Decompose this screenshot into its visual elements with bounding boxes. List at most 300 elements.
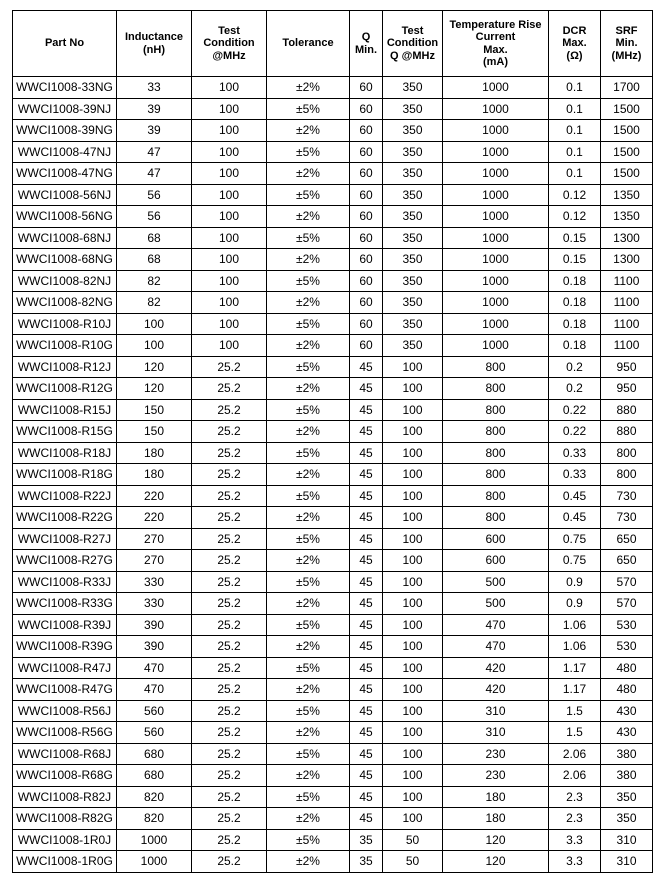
part-no-cell: WWCI1008-33NG: [13, 77, 117, 99]
test-freq-cell: 25.2: [192, 808, 267, 830]
q-min-cell: 35: [350, 829, 383, 851]
srf-cell: 950: [601, 356, 653, 378]
dcr-cell: 2.3: [549, 786, 601, 808]
q-test-freq-cell: 350: [383, 206, 443, 228]
current-cell: 800: [443, 378, 549, 400]
test-freq-cell: 100: [192, 292, 267, 314]
q-test-freq-cell: 100: [383, 464, 443, 486]
test-freq-cell: 100: [192, 184, 267, 206]
test-freq-cell: 25.2: [192, 485, 267, 507]
inductance-cell: 100: [117, 313, 192, 335]
q-test-freq-cell: 100: [383, 765, 443, 787]
header-test-condition-q: [383, 11, 443, 77]
table-row: [13, 571, 653, 593]
q-min-cell: 60: [350, 335, 383, 357]
srf-cell: 1100: [601, 292, 653, 314]
srf-cell: 350: [601, 808, 653, 830]
dcr-cell: 0.75: [549, 550, 601, 572]
test-freq-cell: 25.2: [192, 399, 267, 421]
part-no-cell: WWCI1008-R39J: [13, 614, 117, 636]
srf-cell: 730: [601, 485, 653, 507]
table-row: [13, 335, 653, 357]
test-freq-cell: 100: [192, 98, 267, 120]
test-freq-cell: 100: [192, 77, 267, 99]
inductance-cell: 820: [117, 808, 192, 830]
test-freq-cell: 25.2: [192, 356, 267, 378]
tolerance-cell: ±2%: [267, 722, 350, 744]
inductance-cell: 390: [117, 636, 192, 658]
q-min-cell: 45: [350, 700, 383, 722]
srf-cell: 570: [601, 571, 653, 593]
header-text: Max.: [562, 37, 587, 50]
inductance-cell: 270: [117, 550, 192, 572]
dcr-cell: 0.1: [549, 120, 601, 142]
q-test-freq-cell: 350: [383, 292, 443, 314]
current-cell: 800: [443, 421, 549, 443]
dcr-cell: 0.1: [549, 98, 601, 120]
q-min-cell: 45: [350, 786, 383, 808]
current-cell: 1000: [443, 227, 549, 249]
test-freq-cell: 100: [192, 270, 267, 292]
header-part-no: [13, 11, 117, 77]
table-row: [13, 765, 653, 787]
q-test-freq-cell: 100: [383, 700, 443, 722]
tolerance-cell: ±5%: [267, 829, 350, 851]
current-cell: 800: [443, 485, 549, 507]
part-no-cell: WWCI1008-1R0J: [13, 829, 117, 851]
part-no-cell: WWCI1008-R68J: [13, 743, 117, 765]
dcr-cell: 0.45: [549, 485, 601, 507]
tolerance-cell: ±5%: [267, 141, 350, 163]
dcr-cell: 2.06: [549, 765, 601, 787]
srf-cell: 1300: [601, 249, 653, 271]
inductance-cell: 270: [117, 528, 192, 550]
header-text: Test: [401, 24, 424, 37]
table-row: [13, 141, 653, 163]
header-q-min: [350, 11, 383, 77]
part-no-cell: WWCI1008-82NG: [13, 292, 117, 314]
header-text: Q: [361, 31, 371, 43]
dcr-cell: 2.3: [549, 808, 601, 830]
srf-cell: 570: [601, 593, 653, 615]
q-min-cell: 45: [350, 808, 383, 830]
q-test-freq-cell: 100: [383, 356, 443, 378]
current-cell: 180: [443, 786, 549, 808]
q-test-freq-cell: 350: [383, 120, 443, 142]
inductance-cell: 680: [117, 765, 192, 787]
test-freq-cell: 100: [192, 335, 267, 357]
q-min-cell: 45: [350, 593, 383, 615]
table-row: [13, 378, 653, 400]
dcr-cell: 0.45: [549, 507, 601, 529]
q-min-cell: 60: [350, 163, 383, 185]
dcr-cell: 1.17: [549, 679, 601, 701]
inductance-cell: 68: [117, 227, 192, 249]
table-row: [13, 399, 653, 421]
part-no-cell: WWCI1008-R22G: [13, 507, 117, 529]
header-inductance: [117, 11, 192, 77]
table-row: [13, 227, 653, 249]
table-row: [13, 550, 653, 572]
header-text: Min.: [615, 37, 638, 50]
table-row: [13, 464, 653, 486]
header-text: (Ω): [566, 49, 583, 62]
tolerance-cell: ±5%: [267, 98, 350, 120]
header-text: Condition: [203, 37, 255, 50]
table-row: [13, 743, 653, 765]
tolerance-cell: ±2%: [267, 163, 350, 185]
part-no-cell: WWCI1008-R47J: [13, 657, 117, 679]
q-test-freq-cell: 350: [383, 163, 443, 185]
srf-cell: 1100: [601, 313, 653, 335]
header-dcr-max: [549, 11, 601, 77]
q-min-cell: 60: [350, 98, 383, 120]
test-freq-cell: 25.2: [192, 700, 267, 722]
inductance-cell: 1000: [117, 829, 192, 851]
current-cell: 1000: [443, 206, 549, 228]
part-no-cell: WWCI1008-R39G: [13, 636, 117, 658]
q-test-freq-cell: 350: [383, 77, 443, 99]
q-min-cell: 60: [350, 249, 383, 271]
q-min-cell: 35: [350, 851, 383, 873]
current-cell: 800: [443, 442, 549, 464]
inductance-cell: 82: [117, 270, 192, 292]
q-min-cell: 45: [350, 421, 383, 443]
part-no-cell: WWCI1008-68NJ: [13, 227, 117, 249]
q-test-freq-cell: 100: [383, 743, 443, 765]
table-row: [13, 636, 653, 658]
current-cell: 800: [443, 399, 549, 421]
table-row: [13, 593, 653, 615]
tolerance-cell: ±5%: [267, 270, 350, 292]
part-no-cell: WWCI1008-R27G: [13, 550, 117, 572]
dcr-cell: 0.33: [549, 442, 601, 464]
tolerance-cell: ±2%: [267, 851, 350, 873]
header-tolerance: [267, 11, 350, 77]
table-row: [13, 829, 653, 851]
srf-cell: 480: [601, 679, 653, 701]
dcr-cell: 0.2: [549, 356, 601, 378]
q-min-cell: 60: [350, 77, 383, 99]
part-no-cell: WWCI1008-R82J: [13, 786, 117, 808]
inductance-cell: 1000: [117, 851, 192, 873]
q-min-cell: 45: [350, 657, 383, 679]
current-cell: 600: [443, 550, 549, 572]
part-no-cell: WWCI1008-56NG: [13, 206, 117, 228]
current-cell: 1000: [443, 98, 549, 120]
test-freq-cell: 25.2: [192, 743, 267, 765]
dcr-cell: 1.5: [549, 700, 601, 722]
srf-cell: 530: [601, 614, 653, 636]
dcr-cell: 0.9: [549, 593, 601, 615]
tolerance-cell: ±2%: [267, 765, 350, 787]
part-no-cell: WWCI1008-56NJ: [13, 184, 117, 206]
dcr-cell: 0.15: [549, 249, 601, 271]
dcr-cell: 1.06: [549, 614, 601, 636]
q-min-cell: 45: [350, 507, 383, 529]
inductance-cell: 47: [117, 163, 192, 185]
inductance-cell: 820: [117, 786, 192, 808]
current-cell: 310: [443, 722, 549, 744]
srf-cell: 1100: [601, 270, 653, 292]
tolerance-cell: ±2%: [267, 77, 350, 99]
tolerance-cell: ±2%: [267, 679, 350, 701]
current-cell: 600: [443, 528, 549, 550]
current-cell: 1000: [443, 77, 549, 99]
test-freq-cell: 25.2: [192, 765, 267, 787]
part-no-cell: WWCI1008-R18J: [13, 442, 117, 464]
dcr-cell: 3.3: [549, 829, 601, 851]
tolerance-cell: ±5%: [267, 485, 350, 507]
q-test-freq-cell: 100: [383, 485, 443, 507]
q-test-freq-cell: 50: [383, 829, 443, 851]
header-srf-min: [601, 11, 653, 77]
test-freq-cell: 25.2: [192, 421, 267, 443]
test-freq-cell: 100: [192, 227, 267, 249]
header-text: Temperature Rise: [449, 18, 542, 31]
q-min-cell: 45: [350, 679, 383, 701]
current-cell: 1000: [443, 292, 549, 314]
dcr-cell: 3.3: [549, 851, 601, 873]
q-min-cell: 45: [350, 528, 383, 550]
q-min-cell: 60: [350, 206, 383, 228]
q-min-cell: 45: [350, 399, 383, 421]
tolerance-cell: ±5%: [267, 571, 350, 593]
q-test-freq-cell: 100: [383, 442, 443, 464]
tolerance-cell: ±5%: [267, 700, 350, 722]
test-freq-cell: 100: [192, 120, 267, 142]
table-row: [13, 528, 653, 550]
part-no-cell: WWCI1008-47NJ: [13, 141, 117, 163]
srf-cell: 310: [601, 851, 653, 873]
test-freq-cell: 100: [192, 249, 267, 271]
table-row: [13, 722, 653, 744]
dcr-cell: 0.18: [549, 270, 601, 292]
header-text: Tolerance: [282, 37, 334, 50]
table-header-row: [13, 11, 653, 77]
inductance-cell: 150: [117, 421, 192, 443]
current-cell: 500: [443, 571, 549, 593]
dcr-cell: 1.06: [549, 636, 601, 658]
q-test-freq-cell: 100: [383, 378, 443, 400]
test-freq-cell: 25.2: [192, 786, 267, 808]
q-min-cell: 45: [350, 442, 383, 464]
q-min-cell: 60: [350, 313, 383, 335]
q-test-freq-cell: 100: [383, 550, 443, 572]
current-cell: 230: [443, 765, 549, 787]
inductance-cell: 33: [117, 77, 192, 99]
part-no-cell: WWCI1008-39NJ: [13, 98, 117, 120]
part-no-cell: WWCI1008-R10J: [13, 313, 117, 335]
tolerance-cell: ±5%: [267, 614, 350, 636]
q-min-cell: 60: [350, 184, 383, 206]
inductance-cell: 220: [117, 485, 192, 507]
srf-cell: 430: [601, 700, 653, 722]
current-cell: 420: [443, 679, 549, 701]
part-no-cell: WWCI1008-R27J: [13, 528, 117, 550]
header-text: Part No: [44, 37, 85, 50]
current-cell: 1000: [443, 270, 549, 292]
srf-cell: 1700: [601, 77, 653, 99]
part-no-cell: WWCI1008-R47G: [13, 679, 117, 701]
q-min-cell: 45: [350, 356, 383, 378]
test-freq-cell: 100: [192, 163, 267, 185]
inductance-cell: 56: [117, 184, 192, 206]
test-freq-cell: 25.2: [192, 636, 267, 658]
q-min-cell: 60: [350, 227, 383, 249]
inductance-cell: 560: [117, 700, 192, 722]
tolerance-cell: ±2%: [267, 378, 350, 400]
test-freq-cell: 25.2: [192, 679, 267, 701]
header-text: SRF: [615, 24, 638, 37]
srf-cell: 350: [601, 786, 653, 808]
dcr-cell: 0.15: [549, 227, 601, 249]
tolerance-cell: ±2%: [267, 335, 350, 357]
dcr-cell: 1.5: [549, 722, 601, 744]
dcr-cell: 0.18: [549, 313, 601, 335]
q-test-freq-cell: 100: [383, 722, 443, 744]
part-no-cell: WWCI1008-R56J: [13, 700, 117, 722]
srf-cell: 1300: [601, 227, 653, 249]
header-text: Min.: [355, 43, 377, 56]
q-min-cell: 60: [350, 270, 383, 292]
current-cell: 800: [443, 356, 549, 378]
q-min-cell: 45: [350, 485, 383, 507]
q-min-cell: 60: [350, 141, 383, 163]
srf-cell: 1350: [601, 206, 653, 228]
inductance-cell: 330: [117, 593, 192, 615]
q-min-cell: 45: [350, 464, 383, 486]
part-no-cell: WWCI1008-82NJ: [13, 270, 117, 292]
inductance-cell: 100: [117, 335, 192, 357]
q-test-freq-cell: 100: [383, 786, 443, 808]
q-min-cell: 45: [350, 614, 383, 636]
inductance-cell: 120: [117, 356, 192, 378]
header-text: (MHz): [611, 49, 642, 62]
q-min-cell: 45: [350, 743, 383, 765]
table-row: [13, 485, 653, 507]
header-text: Condition: [386, 37, 439, 50]
test-freq-cell: 25.2: [192, 571, 267, 593]
tolerance-cell: ±5%: [267, 399, 350, 421]
srf-cell: 650: [601, 550, 653, 572]
test-freq-cell: 25.2: [192, 550, 267, 572]
dcr-cell: 0.1: [549, 77, 601, 99]
q-test-freq-cell: 100: [383, 528, 443, 550]
srf-cell: 800: [601, 464, 653, 486]
q-min-cell: 45: [350, 550, 383, 572]
part-no-cell: WWCI1008-R12G: [13, 378, 117, 400]
inductance-cell: 470: [117, 679, 192, 701]
table-row: [13, 270, 653, 292]
current-cell: 310: [443, 700, 549, 722]
q-min-cell: 60: [350, 120, 383, 142]
table-row: [13, 184, 653, 206]
q-test-freq-cell: 350: [383, 227, 443, 249]
tolerance-cell: ±2%: [267, 636, 350, 658]
current-cell: 120: [443, 829, 549, 851]
table-row: [13, 313, 653, 335]
current-cell: 800: [443, 507, 549, 529]
table-row: [13, 614, 653, 636]
dcr-cell: 0.2: [549, 378, 601, 400]
test-freq-cell: 25.2: [192, 442, 267, 464]
srf-cell: 380: [601, 743, 653, 765]
q-test-freq-cell: 350: [383, 98, 443, 120]
spec-table-container: [12, 10, 653, 873]
part-no-cell: WWCI1008-R12J: [13, 356, 117, 378]
table-row: [13, 356, 653, 378]
inductance-cell: 120: [117, 378, 192, 400]
tolerance-cell: ±2%: [267, 550, 350, 572]
current-cell: 1000: [443, 141, 549, 163]
dcr-cell: 0.12: [549, 184, 601, 206]
srf-cell: 880: [601, 399, 653, 421]
table-row: [13, 507, 653, 529]
inductor-spec-table: [12, 10, 653, 873]
srf-cell: 880: [601, 421, 653, 443]
table-row: [13, 851, 653, 873]
q-test-freq-cell: 100: [383, 636, 443, 658]
table-row: [13, 442, 653, 464]
q-min-cell: 45: [350, 765, 383, 787]
table-row: [13, 249, 653, 271]
current-cell: 1000: [443, 249, 549, 271]
inductance-cell: 390: [117, 614, 192, 636]
dcr-cell: 0.22: [549, 399, 601, 421]
current-cell: 420: [443, 657, 549, 679]
test-freq-cell: 25.2: [192, 657, 267, 679]
tolerance-cell: ±2%: [267, 808, 350, 830]
inductance-cell: 56: [117, 206, 192, 228]
test-freq-cell: 25.2: [192, 614, 267, 636]
q-test-freq-cell: 100: [383, 614, 443, 636]
tolerance-cell: ±5%: [267, 227, 350, 249]
header-text: @MHz: [212, 49, 246, 62]
table-row: [13, 808, 653, 830]
table-row: [13, 679, 653, 701]
header-temperature-rise-current: [443, 11, 549, 77]
current-cell: 230: [443, 743, 549, 765]
header-text: (mA): [482, 56, 509, 68]
dcr-cell: 0.75: [549, 528, 601, 550]
part-no-cell: WWCI1008-R33J: [13, 571, 117, 593]
header-text: Current: [475, 31, 516, 43]
srf-cell: 1500: [601, 98, 653, 120]
part-no-cell: WWCI1008-R56G: [13, 722, 117, 744]
q-test-freq-cell: 100: [383, 399, 443, 421]
srf-cell: 530: [601, 636, 653, 658]
dcr-cell: 0.9: [549, 571, 601, 593]
test-freq-cell: 25.2: [192, 829, 267, 851]
table-row: [13, 98, 653, 120]
q-test-freq-cell: 100: [383, 571, 443, 593]
srf-cell: 380: [601, 765, 653, 787]
inductance-cell: 330: [117, 571, 192, 593]
q-test-freq-cell: 350: [383, 335, 443, 357]
dcr-cell: 0.1: [549, 163, 601, 185]
table-row: [13, 700, 653, 722]
table-body: [13, 77, 653, 873]
part-no-cell: WWCI1008-47NG: [13, 163, 117, 185]
current-cell: 1000: [443, 184, 549, 206]
header-text: Inductance: [124, 31, 184, 43]
part-no-cell: WWCI1008-R82G: [13, 808, 117, 830]
dcr-cell: 0.12: [549, 206, 601, 228]
srf-cell: 1100: [601, 335, 653, 357]
inductance-cell: 680: [117, 743, 192, 765]
inductance-cell: 47: [117, 141, 192, 163]
